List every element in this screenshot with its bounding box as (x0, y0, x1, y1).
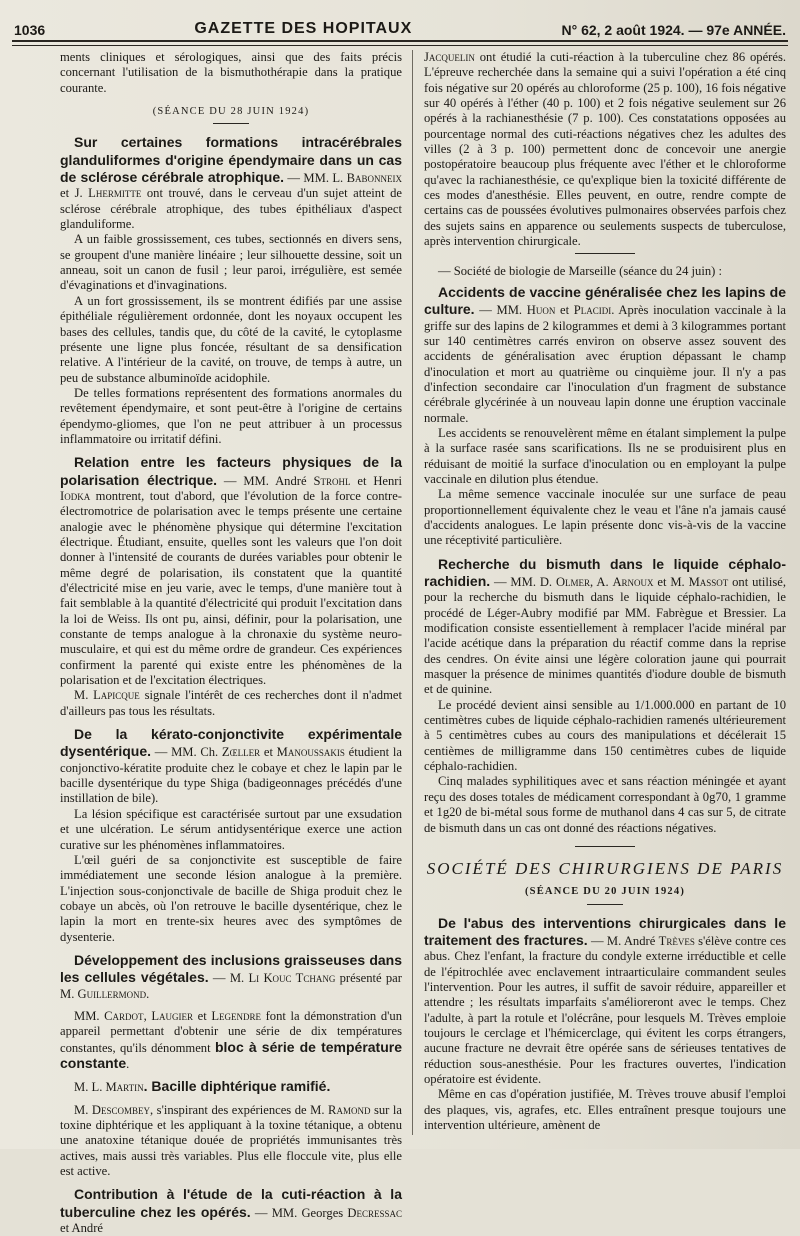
paragraph: De telles formations représentent des formations anormales du revêtement épendymaire, et sont peut-être à l'origine de certains épendymo-gliomes, que l'on ne peut attribuer à un processus inflammatoire ou irritatif défini. (60, 385, 402, 446)
article-bismuth: Recherche du bismuth dans le liquide céphalo-rachidien. — MM. D. Olmer, A. Arnoux et M. Massot ont utilisé, pour la recherche du bismuth dans le liquide céphalo-rachidien, le procédé de Léger-Aubry modifié par MM. Fabrègue et Bressier. La modification consiste essentiellement à remplacer l'acide minéral par l'acide acétique dans la préparation du réactif comme dans la reprise des cendres. On évite ainsi une légère coloration jaune qui pourrait masquer la présence de minimes quantités d'iodure double de bismuth et de quinine. (424, 555, 787, 697)
column-divider (412, 50, 413, 1135)
article-cuti-reaction-continued: Jacquelin ont étudié la cuti-réaction à la tuberculine chez 86 opérés. L'épreuve recherchée dans la semaine qui a suivi l'opération a été cinq fois négative sur 20 opérés au chloroforme (25 p. 100), 16 fois négative sur 40 opérés à l'éther (40 p. 100) et 2 fois négative seulement sur 26 opérés à la rachianesthésie (7 p. 100). Ces constatations opposées au pourcentage normal des cuti-réactions négatives chez les adultes des villes (2 à 3 p. 100) permettent donc de concevoir une anergie postopératoire beaucoup plus fréquente avec l'éther et le chloroforme qu'avec la rachianesthésie, ce qu'explique bien la toxicité différente de ces modes d'anesthésie. Elles peuvent, en outre, rendre compte de certains cas de poussées évolutives pulmonaires observées parfois chez des sujets sains en apparence ou seulements suspects de tuberculose, après intervention chirurgicale. (424, 50, 786, 249)
author-name: Decressac (347, 1205, 402, 1220)
author-name: Placidi (573, 303, 612, 318)
society-marseille-heading: — Société de biologie de Marseille (séance du 24 juin) : (438, 264, 722, 279)
divider (213, 123, 249, 124)
author-name: Martin (105, 1080, 144, 1095)
article-fractures: De l'abus des interventions chirurgicales dans le traitement des fractures. — M. André Trèves s'élève contre ces abus. Chez l'enfant, la fracture du condyle externe irréductible et celle de l'épitrochlée avec enclavement intraarticulaire commandent seules l'intervention. Pour les autres, il suffit de savoir réduire, appareiller et attendre ; les résultats imparfaits s'amélioreront avec le temps. Chez l'adulte, à part la rotule et l'olécrâne, pour lesquels M. Trèves emploie toujours le cerclage et l'hémicerclage, qui évitent les corps étrangers, aucune fracture ne devrait être opérée sans de sérieuses tentatives de réduction sous-anesthésie. Pour les fractures ouvertes, l'indication opératoire est évidente. (424, 914, 787, 1086)
page-number: 1036 (14, 22, 46, 38)
author-name: Ramond (328, 1102, 371, 1117)
article-title: . Bacille diphtérique ramifié. (143, 1078, 331, 1095)
divider (575, 846, 635, 847)
paragraph: Les accidents se renouvelèrent même en étalant simplement la pulpe à la surface rasée sans scarifications. Ils ne se produisirent plus en réduisant de moitié la surface d'inoculation ou en employant la pulpe vaccinale en dilution plus étendue. (424, 425, 786, 486)
author-name: Descombey (91, 1102, 150, 1117)
author-name: Li Kouc Tchang (248, 971, 336, 986)
right-column (424, 50, 786, 1133)
author-name: Trèves (658, 933, 695, 948)
article-diphtheria-bacillus: M. L. Martin. Bacille diphtérique ramifié. (74, 1078, 331, 1095)
author-name: Manoussakis (276, 745, 345, 760)
article-title: Relation entre les facteurs physiques de la polarisation électrique. (60, 454, 402, 488)
paragraph: M. Lapicque signale l'intérêt de ces recherches dont il n'admet d'ailleurs pas tous les résultats. (60, 688, 402, 718)
continued-paragraph: ments cliniques et sérologiques, ainsi que des faits précis concernant l'utilisation de la bismuthothérapie dans la pratique courante. (60, 50, 402, 95)
article-title: Recherche du bismuth dans le liquide céphalo-rachidien. (424, 555, 786, 589)
device-name: bloc à série de température constante (60, 1038, 402, 1071)
article-cuti-reaction: Contribution à l'étude de la cuti-réaction à la tuberculine chez les opérés. — MM. Georges Decressac et André (60, 1186, 402, 1236)
author-name: Jacquelin (424, 50, 475, 64)
article-vaccine: Accidents de vaccine généralisée chez les lapins de culture. — MM. Huon et Placidi. Après inoculation vaccinale à la griffe sur des lapins de 2 kilogrammes et demi à 3 kilogrammes portant sur 140 centimètres carrés environ on observe assez souvent des accidents de généralisation avec éruption dépassant le champ d'inoculation et mort au quatrième ou cinquième jour. Il n'y a pas d'infection secondaire car l'inoculation d'un fragment de substance cérébrale glycérinée à un nouveau lapin donne une éruption vaccinale normale. (424, 283, 786, 425)
author-name: Lapicque (93, 688, 140, 703)
article-tetanus-anatoxin: M. Descombey, s'inspirant des expériences de M. Ramond sur la toxine diphtérique et les appliquant à la toxine tétanique, a obtenu une anatoxine tétanique douée de propriétés immunisantes très actives, mais aussi très variables. Plus elle floccule vite, plus elle est active. (60, 1102, 402, 1179)
divider (575, 253, 635, 254)
paragraph: La lésion spécifique est caractérisée surtout par une exsudation et une ulcération. Le sérum antidysentérique exerce une action curative sur les phénomènes inflammatoires. (60, 806, 402, 852)
seance-date: (SÉANCE DU 28 JUIN 1924) (152, 106, 310, 118)
article-title: De la kérato-conjonctivite expérimentale dysentérique. (60, 726, 402, 760)
author-name: Iodka (60, 488, 91, 503)
author-name: Cardot (104, 1008, 144, 1023)
author-name: Legendre (211, 1008, 261, 1023)
paragraph: La même semence vaccinale inoculée sur une surface de peau proportionnellement équivalente chez le veau et l'âne n'a jamais causé d'accidents analogues. Le lapin présente donc vis-à-vis de la vaccine une réceptivité particulière. (424, 487, 786, 548)
paragraph: L'œil guéri de sa conjonctivite est susceptible de faire immédiatement une seconde lésion analogue à la première. L'injection sous-conjonctivale de bacille de Shiga produit chez le cobaye un abcès, où l'on retrouve le bacille dysentérique, chez le lapin la mort en trente-six heures avec des symptômes de dysenterie. (60, 852, 402, 944)
header-rule (12, 40, 788, 42)
author-name: Arnoux (612, 575, 654, 589)
issue-info: N° 62, 2 août 1924. — 97e ANNÉE. (561, 22, 786, 38)
author-name: Zœller (221, 745, 261, 760)
left-column (60, 50, 402, 1236)
seance-date: (SÉANCE DU 20 JUIN 1924) (524, 886, 686, 898)
article-title: Contribution à l'étude de la cuti-réaction à la tuberculine chez les opérés. (60, 1186, 402, 1220)
page-header (14, 12, 786, 38)
journal-title: GAZETTE DES HOPITAUX (194, 20, 413, 37)
author-name: Olmer (555, 575, 591, 589)
author-name: Massot (688, 575, 729, 589)
society-title: SOCIÉTÉ DES CHIRURGIENS DE PARIS (426, 858, 784, 878)
author-name: Strohl (313, 473, 351, 488)
article-atrophic-sclerosis: Sur certaines formations intracérébrales glanduliformes d'origine épendymaire dans un cas de sclérose cérébrale atrophique. — MM. L. Babonneix et J. Lhermitte ont trouvé, dans le cerveau d'un sujet atteint de sclérose cérébrale atrophique, des tubes épithéliaux d'aspect glanduliforme. (60, 134, 403, 232)
author-name: Huon (526, 303, 556, 318)
author-name: Babonneix (346, 171, 402, 186)
header-rule-thin (12, 45, 788, 46)
author-name: Lhermitte (88, 186, 142, 201)
paragraph: Le procédé devient ainsi sensible au 1/1.000.000 en partant de 10 centimètres cubes de liquide céphalo-rachidien ramenés ultérieurement à 5 centimètres cubes au cours des manipulations et décélerait 15 centièmes de milligramme dans 150 centimètres cubes de liquide céphalo-rachidien. (424, 697, 786, 774)
article-title: Accidents de vaccine généralisée chez les lapins de culture. (424, 283, 786, 318)
article-kerato-conjunctivitis: De la kérato-conjonctivite expérimentale dysentérique. — MM. Ch. Zœller et Manoussakis étudient la conjonctivo-kératite produite chez le cobaye et chez le lapin par le bacille dysentérique du type Shiga (badigeonnages précédés d'une instillation de bile). (60, 726, 402, 806)
article-polarisation: Relation entre les facteurs physiques de la polarisation électrique. — MM. André Strohl et Henri Iodka montrent, tout d'abord, que l'évolution de la force contre-électromotrice de polarisation avec le temps présente une certaine analogie avec le phénomène physique qui détermine l'excitation électrique. Étudiant, ensuite, quelles sont les valeurs que l'on doit donner à l'intensité de courants de durées variables pour obtenir le même degré de polarisation, ils constatent que la quantité d'électricité mise en jeu varie, avec le temps, d'une manière tout à fait semblable à la quantité d'électricité qui produit l'excitation dans la loi de Weiss. Ils ont pu, ainsi, définir, pour la polarisation, une constante de temps analogue à la chronaxie du système neuro-musculaire, et qui est du même ordre de grandeur. Ces expériences confirment la parenté qui existe entre les phénomènes de la polarisation et de l'excitation électriques. (60, 454, 402, 688)
paragraph: A un fort grossissement, ils se montrent édifiés par une assise épithéliale régulièrement ordonnée, dont les noyaux occupent les bases des cellules, tandis que, du côté de la cavité, le cytoplasme présente une ligne plus foncée, résultant de sa densification relative. A l'intérieur de la cavité, on trouve, de temps à autre, un peu de substance albuminoïde acidophile. (60, 293, 402, 385)
paragraph: Cinq malades syphilitiques avec et sans réaction méningée et ayant reçu des doses totales de médicament correspondant à 0g70, 1 gramme et 1g20 de bi-métal sous forme de muthanol dans 4 cas sur 5, de citrate de bismuth dans un cas ont donné des réactions négatives. (424, 774, 786, 835)
author-name: Guillermond (77, 986, 147, 1001)
author-name: Laugier (151, 1008, 194, 1023)
article-fat-inclusions: Développement des inclusions graisseuses dans les cellules végétales. — M. Li Kouc Tchang présenté par M. Guillermond. (60, 951, 402, 1001)
article-constant-temperature: MM. Cardot, Laugier et Legendre font la démonstration d'un appareil permettant d'obtenir une série de dix températures constantes, qu'ils dénomment bloc à série de température constante. (60, 1008, 402, 1071)
article-title: Sur certaines formations intracérébrales glanduliformes d'origine épendymaire dans un cas de sclérose cérébrale atrophique. (60, 134, 402, 186)
paragraph: Même en cas d'opération justifiée, M. Trèves trouve abusif l'emploi des plaques, vis, agrafes, etc. Elles entraînent presque toujours une intervention ultérieure, amènent de (424, 1087, 786, 1132)
paragraph: A un faible grossissement, ces tubes, sectionnés en divers sens, se groupent d'une manière linéaire ; leur silhouette dessine, soit un anneau, soit un canon de fusil ; leur paroi, irrégulière, est semée d'évaginations et d'invaginations. (60, 232, 402, 293)
article-title: De l'abus des interventions chirurgicales dans le traitement des fractures. (424, 914, 786, 948)
article-title: Développement des inclusions graisseuses dans les cellules végétales. (60, 951, 402, 986)
divider (587, 904, 623, 905)
